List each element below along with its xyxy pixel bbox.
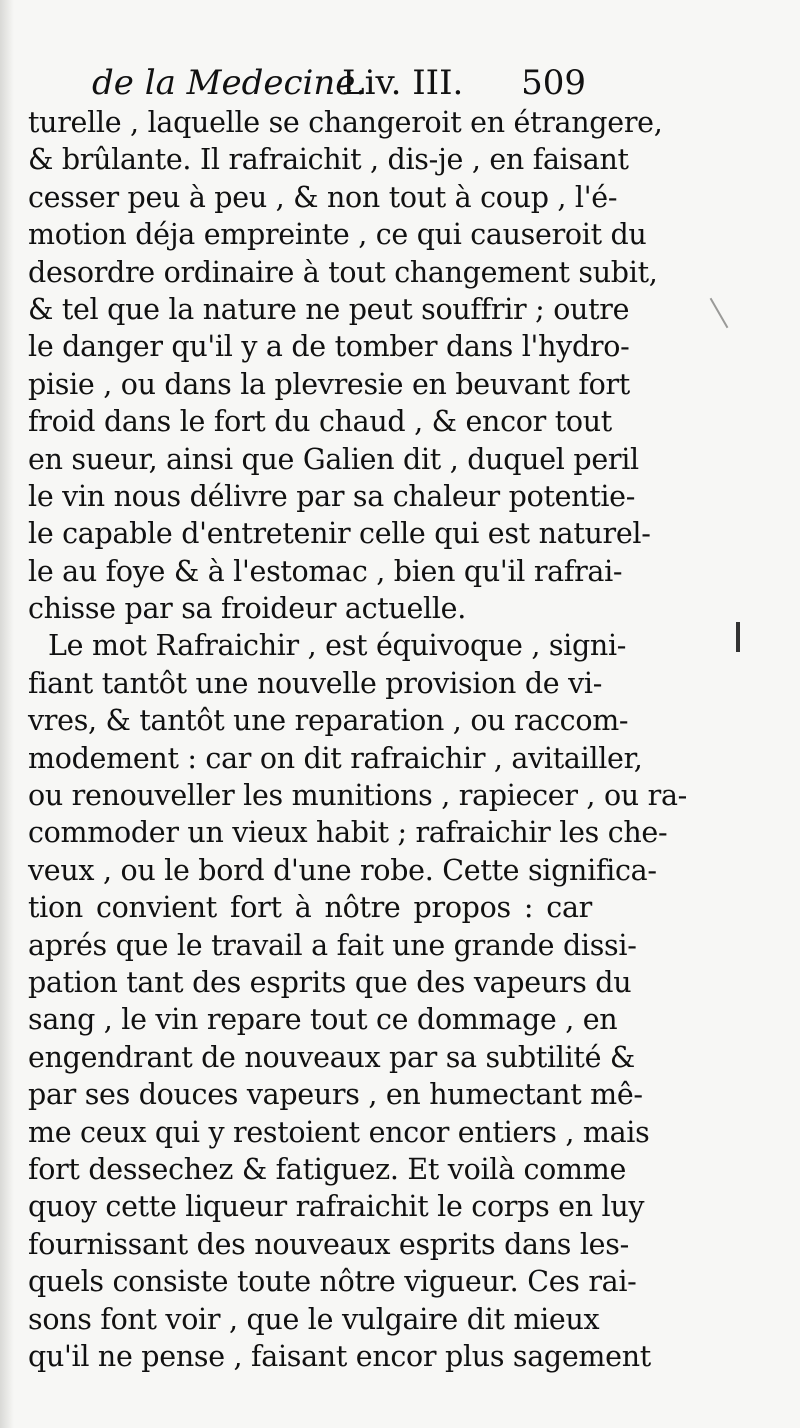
text-line: fort dessechez & fatiguez. Et voilà comme bbox=[28, 1152, 627, 1186]
running-head bbox=[92, 58, 592, 108]
text-line: fiant tantôt une nouvelle provision de vi- bbox=[28, 666, 603, 700]
text-line: engendrant de nouveaux par sa subtilité & bbox=[28, 1040, 635, 1074]
paragraph-start-line: Le mot Rafraichir , est équivoque , signi- bbox=[48, 629, 627, 663]
text-line: fournissant des nouveaux esprits dans les- bbox=[28, 1227, 629, 1261]
text-line: qu'il ne pense , faisant encor plus sagement bbox=[28, 1339, 651, 1373]
text-line: le au foye & à l'estomac , bien qu'il rafrai- bbox=[28, 554, 623, 588]
text-line: & brûlante. Il rafraichit , dis-je , en faisant bbox=[28, 143, 629, 177]
text-line: froid dans le fort du chaud , & encor tout bbox=[28, 405, 612, 439]
text-line: turelle , laquelle se changeroit en étrangere, bbox=[28, 106, 663, 139]
text-line: aprés que le travail a fait une grande dissi- bbox=[28, 928, 637, 962]
paper-scratch bbox=[710, 298, 729, 328]
text-line: en sueur, ainsi que Galien dit , duquel peril bbox=[28, 442, 639, 476]
text-line: le capable d'entretenir celle qui est naturel- bbox=[28, 517, 651, 551]
text-line: le vin nous délivre par sa chaleur potentie- bbox=[28, 479, 636, 513]
text-line: quels consiste toute nôtre vigueur. Ces rai- bbox=[28, 1265, 637, 1299]
text-line: me ceux qui y restoient encor entiers , mais bbox=[28, 1115, 650, 1149]
text-line: le danger qu'il y a de tomber dans l'hydro- bbox=[28, 330, 630, 364]
text-line: desordre ordinaire à tout changement subit, bbox=[28, 255, 658, 289]
text-line: commoder un vieux habit ; rafraichir les che- bbox=[28, 816, 668, 850]
body-text bbox=[28, 104, 687, 1375]
text-line: sons font voir , que le vulgaire dit mieux bbox=[28, 1302, 600, 1336]
text-line: modement : car on dit rafraichir , avitailler, bbox=[28, 741, 643, 775]
text-line: par ses douces vapeurs , en humectant mê- bbox=[28, 1078, 643, 1112]
running-head-title: de la Medecine. bbox=[92, 63, 367, 103]
text-line: veux , ou le bord d'une robe. Cette significa- bbox=[28, 853, 657, 887]
text-line: pation tant des esprits que des vapeurs du bbox=[28, 965, 632, 999]
text-line: cesser peu à peu , & non tout à coup , l'é- bbox=[28, 180, 618, 214]
gutter-shadow bbox=[0, 0, 14, 1428]
text-line: vres, & tantôt une reparation , ou raccom- bbox=[28, 704, 629, 738]
text-line: & tel que la nature ne peut souffrir ; outre bbox=[28, 292, 630, 326]
text-line: pisie , ou dans la plevresie en beuvant fort bbox=[28, 367, 630, 401]
text-line: quoy cette liqueur rafraichit le corps en luy bbox=[28, 1190, 645, 1224]
running-head-book: Liv. III. bbox=[342, 63, 464, 103]
text-line: motion déja empreinte , ce qui causeroit du bbox=[28, 218, 647, 252]
paper-scratch bbox=[736, 622, 740, 652]
text-line: tion convient fort à nôtre propos : car bbox=[28, 891, 592, 925]
paragraph-end-line: chisse par sa froideur actuelle. bbox=[28, 592, 466, 626]
page-number: 509 bbox=[521, 63, 586, 103]
text-line: sang , le vin repare tout ce dommage , en bbox=[28, 1003, 618, 1037]
text-line: ou renouveller les munitions , rapiecer , ou ra- bbox=[28, 779, 687, 813]
